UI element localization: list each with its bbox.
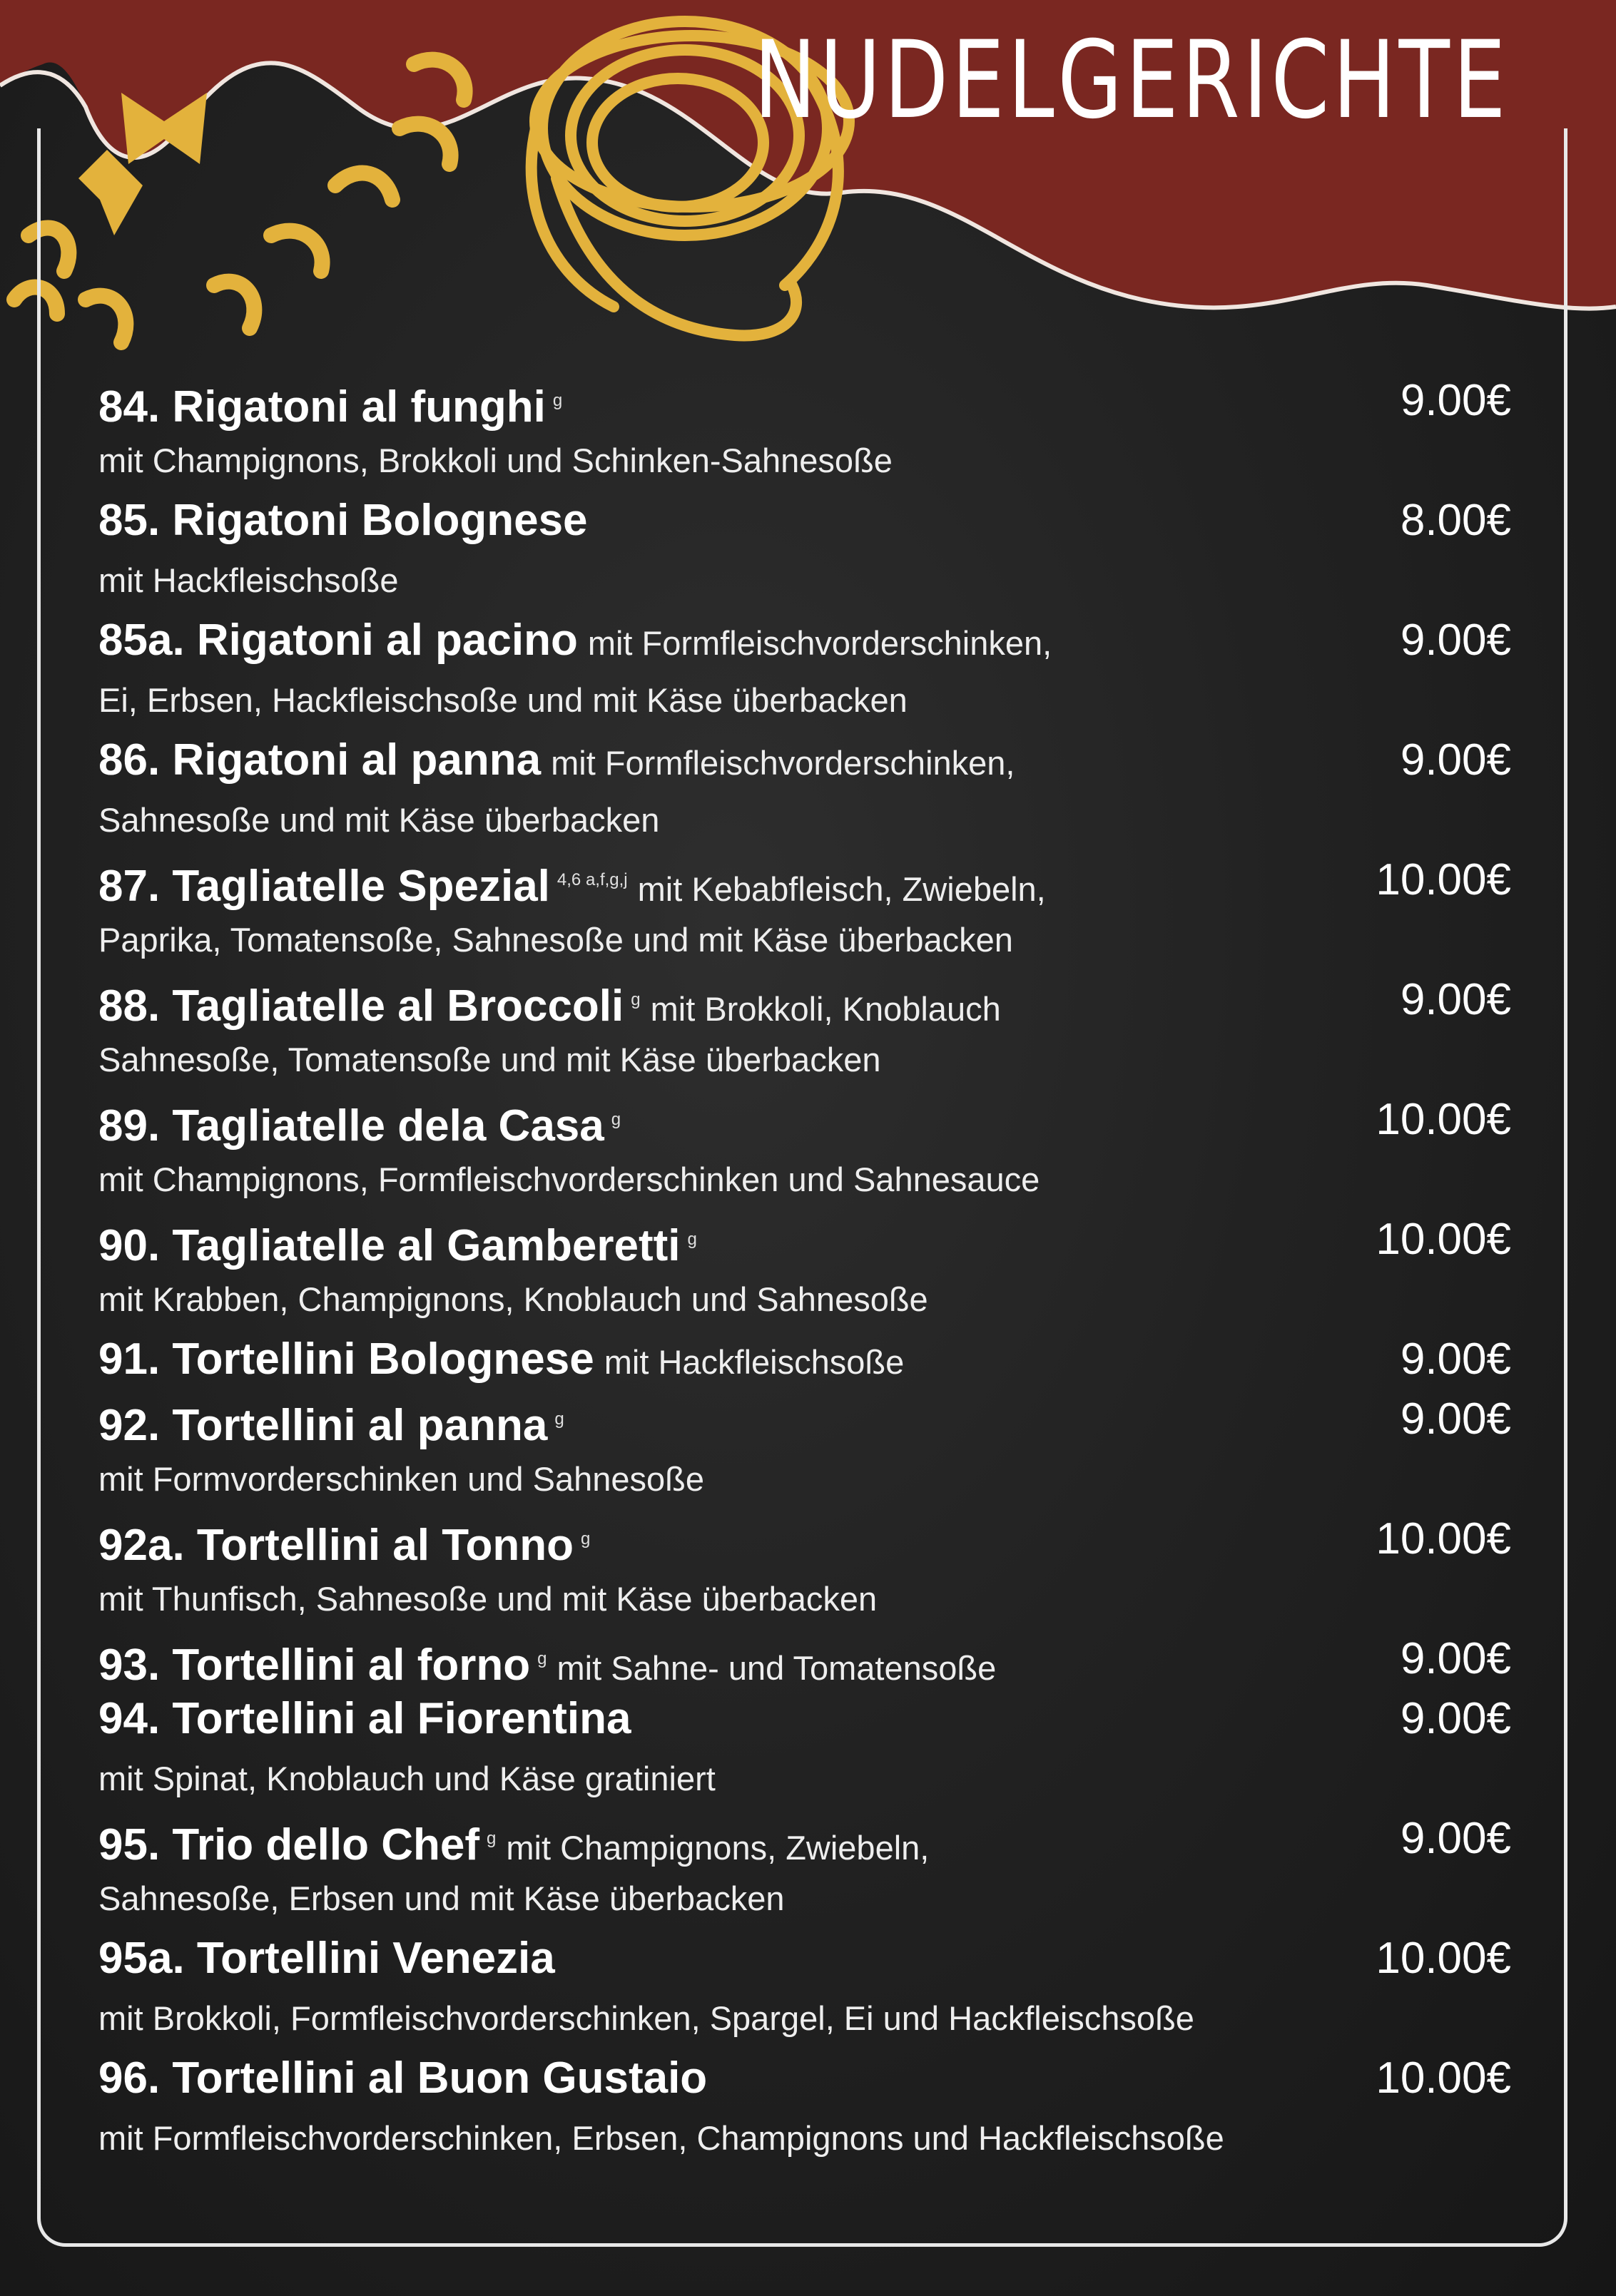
menu-item-title-line (98, 371, 1511, 431)
allergen-codes: g (687, 1230, 697, 1249)
menu-item-title-line (98, 1389, 1511, 1449)
dish-price: 10.00€ (1376, 2053, 1511, 2103)
dish-price: 9.00€ (1400, 735, 1511, 785)
menu-item-title-line (98, 1689, 1511, 1749)
dish-price: 9.00€ (1400, 1394, 1511, 1444)
menu-item (98, 1929, 1511, 2048)
dish-description-inline: mit Hackfleischsoße (604, 1343, 905, 1381)
menu-item-title-line (98, 611, 1511, 670)
dish-description: mit Krabben, Champignons, Knoblauch und Sahnesoße (98, 1280, 928, 1318)
dish-name: 90. Tagliatelle al Gamberetti (98, 1221, 681, 1270)
dish-description: mit Formfleischvorderschinken, Erbsen, Champignons und Hackfleischsoße (98, 2119, 1224, 2157)
dish-description: Sahnesoße und mit Käse überbacken (98, 801, 660, 839)
menu-item (98, 371, 1511, 491)
dish-price: 10.00€ (1376, 1934, 1511, 1983)
dish-price: 10.00€ (1376, 1514, 1511, 1563)
dish-name: 86. Rigatoni al panna (98, 735, 542, 785)
dish-description-inline: mit Sahne- und Tomatensoße (557, 1649, 997, 1687)
dish-name: 96. Tortellini al Buon Gustaio (98, 2053, 708, 2103)
dish-name: 85. Rigatoni Bolognese (98, 496, 588, 545)
menu-item-title-line (98, 1629, 1511, 1689)
allergen-codes: g (554, 1409, 564, 1429)
dish-description: mit Hackfleischsoße (98, 561, 399, 599)
menu-item (98, 1629, 1511, 1689)
menu-item-title-line (98, 1090, 1511, 1150)
page-title: NUDELGERICHTE (753, 19, 1509, 143)
dish-name: 92a. Tortellini al Tonno (98, 1521, 574, 1570)
dish-description: mit Champignons, Formfleischvorderschinken und Sahnesauce (98, 1160, 1040, 1198)
dish-description-inline: mit Champignons, Zwiebeln, (506, 1829, 930, 1867)
menu-item (98, 1689, 1511, 1809)
dish-price: 9.00€ (1400, 1694, 1511, 1743)
dish-name: 94. Tortellini al Fiorentina (98, 1694, 631, 1743)
dish-description: Sahnesoße, Tomatensoße und mit Käse überbacken (98, 1041, 881, 1078)
allergen-codes: g (537, 1649, 547, 1668)
dish-description: mit Formvorderschinken und Sahnesoße (98, 1460, 705, 1498)
dish-name: 95a. Tortellini Venezia (98, 1934, 555, 1983)
menu-item (98, 1389, 1511, 1509)
dish-name: 91. Tortellini Bolognese (98, 1335, 594, 1384)
dish-description-inline: mit Formfleischvorderschinken, (551, 744, 1015, 782)
dish-name: 93. Tortellini al forno (98, 1641, 531, 1690)
dish-description-inline: mit Kebabfleisch, Zwiebeln, (637, 870, 1046, 908)
dish-description: mit Thunfisch, Sahnesoße und mit Käse überbacken (98, 1580, 878, 1618)
menu-item-title-line (98, 491, 1511, 551)
menu-item (98, 730, 1511, 850)
allergen-codes: g (487, 1829, 497, 1848)
dish-price: 9.00€ (1400, 616, 1511, 665)
allergen-codes: 4,6 a,f,g,j (557, 870, 628, 889)
allergen-codes: g (581, 1529, 591, 1548)
dish-description-inline: mit Formfleischvorderschinken, (587, 624, 1052, 662)
dish-description: Sahnesoße, Erbsen und mit Käse überbacken (98, 1879, 785, 1917)
dish-price: 10.00€ (1376, 1095, 1511, 1144)
dish-price: 10.00€ (1376, 1215, 1511, 1264)
dish-description: mit Champignons, Brokkoli und Schinken-Sahnesoße (98, 442, 893, 479)
menu-item-title-line (98, 2048, 1511, 2108)
menu-item-title-line (98, 850, 1511, 910)
menu-item (98, 1090, 1511, 1210)
dish-price: 8.00€ (1400, 496, 1511, 545)
allergen-codes: g (552, 391, 563, 410)
dish-price: 9.00€ (1400, 975, 1511, 1024)
menu-item (98, 970, 1511, 1090)
menu-item-title-line (98, 1809, 1511, 1869)
allergen-codes: g (631, 990, 641, 1009)
menu-list (98, 371, 1511, 2168)
dish-description: Ei, Erbsen, Hackfleischsoße und mit Käse überbacken (98, 681, 908, 719)
dish-description-inline: mit Brokkoli, Knoblauch (650, 990, 1001, 1028)
dish-name: 95. Trio dello Chef (98, 1820, 479, 1869)
menu-item (98, 1509, 1511, 1629)
menu-item-title-line (98, 1210, 1511, 1270)
menu-item-title-line (98, 970, 1511, 1030)
dish-description: mit Brokkoli, Formfleischvorderschinken, Spargel, Ei und Hackfleischsoße (98, 1999, 1194, 2037)
menu-item-title-line (98, 730, 1511, 790)
dish-price: 10.00€ (1376, 855, 1511, 904)
menu-item (98, 1330, 1511, 1389)
menu-item (98, 850, 1511, 970)
dish-description: mit Spinat, Knoblauch und Käse gratiniert (98, 1760, 716, 1797)
allergen-codes: g (611, 1110, 621, 1129)
dish-name: 88. Tagliatelle al Broccoli (98, 981, 624, 1031)
dish-description: Paprika, Tomatensoße, Sahnesoße und mit Käse überbacken (98, 921, 1013, 959)
menu-item (98, 491, 1511, 611)
dish-price: 9.00€ (1400, 376, 1511, 425)
menu-item-title-line (98, 1929, 1511, 1989)
dish-name: 84. Rigatoni al funghi (98, 382, 546, 432)
menu-item (98, 1809, 1511, 1929)
dish-price: 9.00€ (1400, 1335, 1511, 1384)
dish-name: 92. Tortellini al panna (98, 1401, 548, 1450)
menu-item (98, 2048, 1511, 2168)
menu-item (98, 611, 1511, 730)
dish-name: 89. Tagliatelle dela Casa (98, 1101, 604, 1150)
dish-price: 9.00€ (1400, 1634, 1511, 1683)
dish-name: 87. Tagliatelle Spezial (98, 862, 550, 911)
dish-name: 85a. Rigatoni al pacino (98, 616, 578, 665)
menu-item-title-line (98, 1330, 1511, 1389)
menu-item (98, 1210, 1511, 1330)
menu-item-title-line (98, 1509, 1511, 1569)
dish-price: 9.00€ (1400, 1814, 1511, 1863)
